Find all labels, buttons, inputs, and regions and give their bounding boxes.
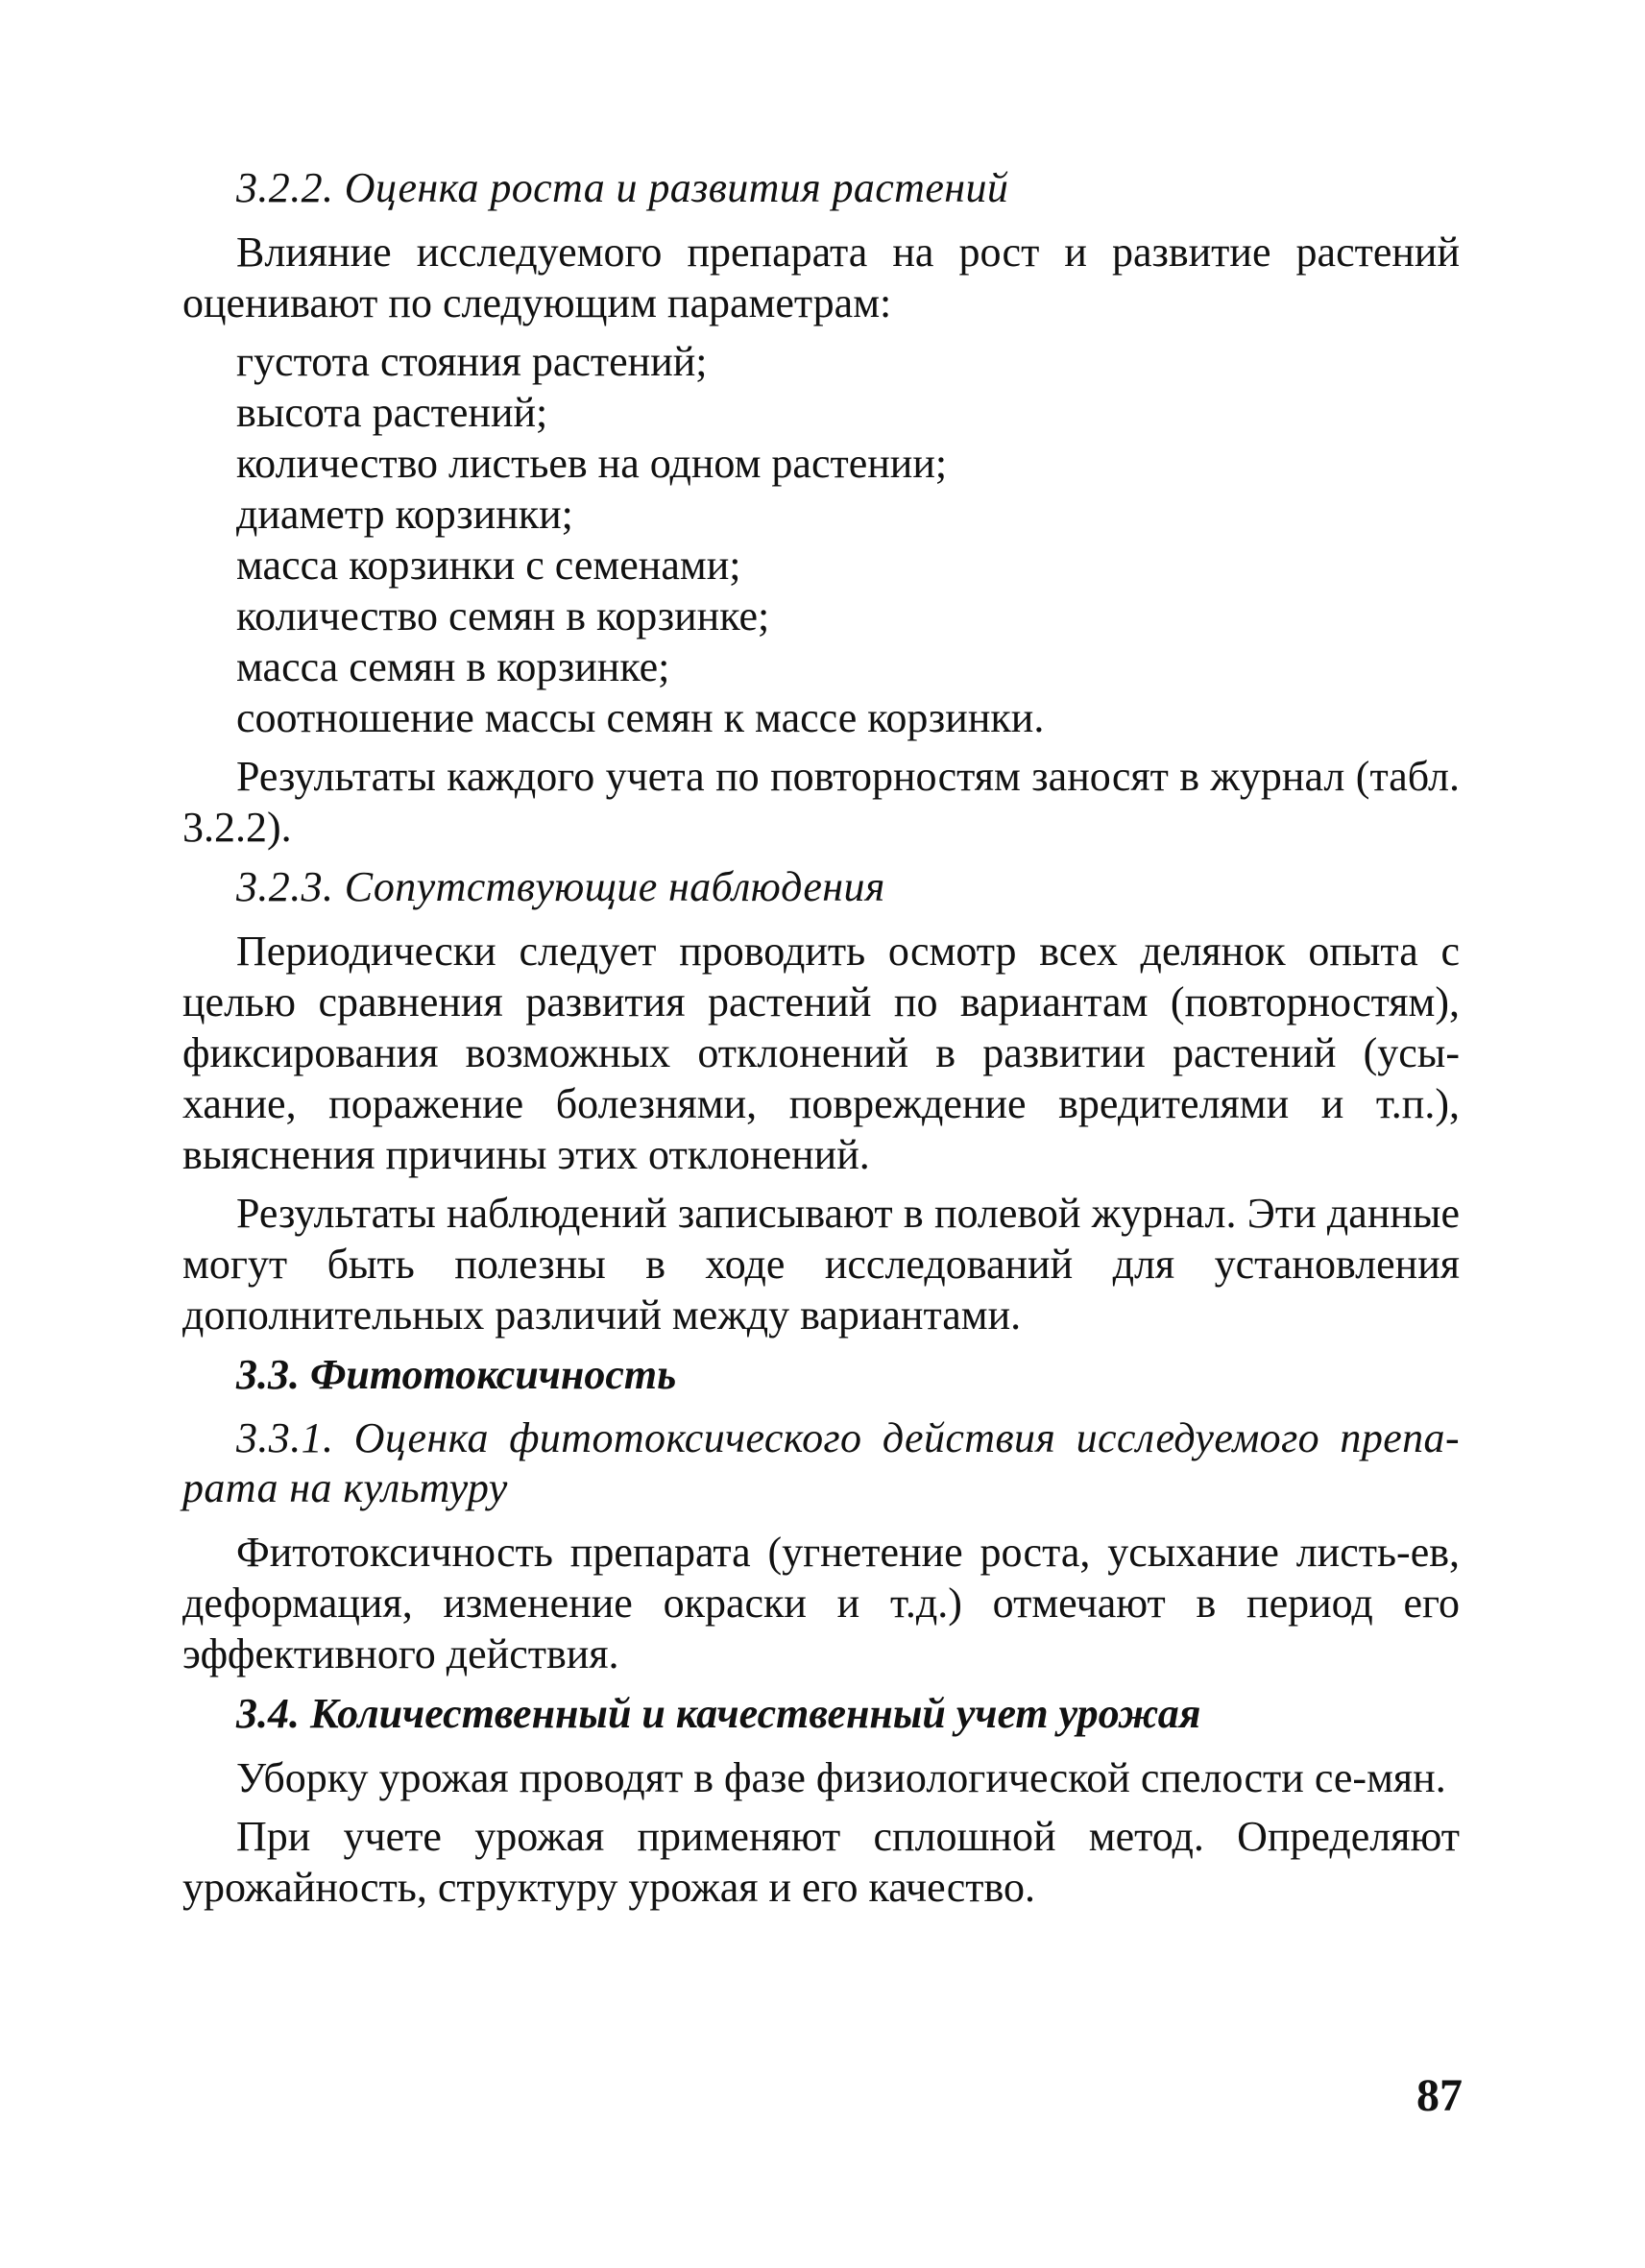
paragraph-phytotoxicity: Фитотоксичность препарата (угнетение роста, усыхание листь-ев, деформация, изменение окраски и т.д.) отмечают в период его эффективного действия.: [182, 1529, 1460, 1677]
list-item: масса семян в корзинке;: [236, 643, 670, 690]
heading-3-4: 3.4. Количественный и качественный учет урожая: [236, 1690, 1201, 1737]
paragraph-inspection: Периодически следует проводить осмотр всех делянок опыта с целью сравнения развития растений по вариантам (повторностям), фиксирования возможных отклонений в развитии растений (усы-хание, поражение болезнями, повреждение вредителями и т.п.), выяснения причины этих отклонений.: [182, 928, 1460, 1178]
paragraph-results-journal: Результаты каждого учета по повторностям заносят в журнал (табл. 3.2.2).: [182, 753, 1460, 851]
heading-3-3: 3.3. Фитотоксичность: [236, 1351, 677, 1398]
paragraph-harvest-method: При учете урожая применяют сплошной метод. Определяют урожайность, структуру урожая и его качество.: [182, 1813, 1460, 1911]
list-item: густота стояния растений;: [236, 338, 708, 385]
list-item: масса корзинки с семенами;: [236, 542, 741, 589]
list-item: количество семян в корзинке;: [236, 592, 770, 639]
parameters-list: [182, 336, 1460, 743]
paragraph-observations: Результаты наблюдений записывают в полевой журнал. Эти данные могут быть полезны в ходе исследований для установления дополнительных различий между вариантами.: [182, 1190, 1460, 1339]
paragraph-growth-intro: Влияние исследуемого препарата на рост и развитие растений оценивают по следующим параметрам:: [182, 229, 1460, 326]
list-item: высота растений;: [236, 389, 548, 436]
list-item: соотношение массы семян к массе корзинки.: [236, 694, 1045, 741]
page-content: [182, 163, 1460, 1920]
page-number: 87: [1416, 2070, 1463, 2121]
paragraph-harvest-phase: Уборку урожая проводят в фазе физиологической спелости се-мян.: [236, 1754, 1446, 1801]
list-item: диаметр корзинки;: [236, 491, 573, 538]
heading-3-2-3: 3.2.3. Сопутствующие наблюдения: [236, 863, 885, 910]
list-item: количество листьев на одном растении;: [236, 440, 948, 487]
heading-3-2-2: 3.2.2. Оценка роста и развития растений: [236, 164, 1009, 211]
heading-3-3-1: 3.3.1. Оценка фитотоксического действия исследуемого препа-рата на культуру: [182, 1414, 1460, 1511]
